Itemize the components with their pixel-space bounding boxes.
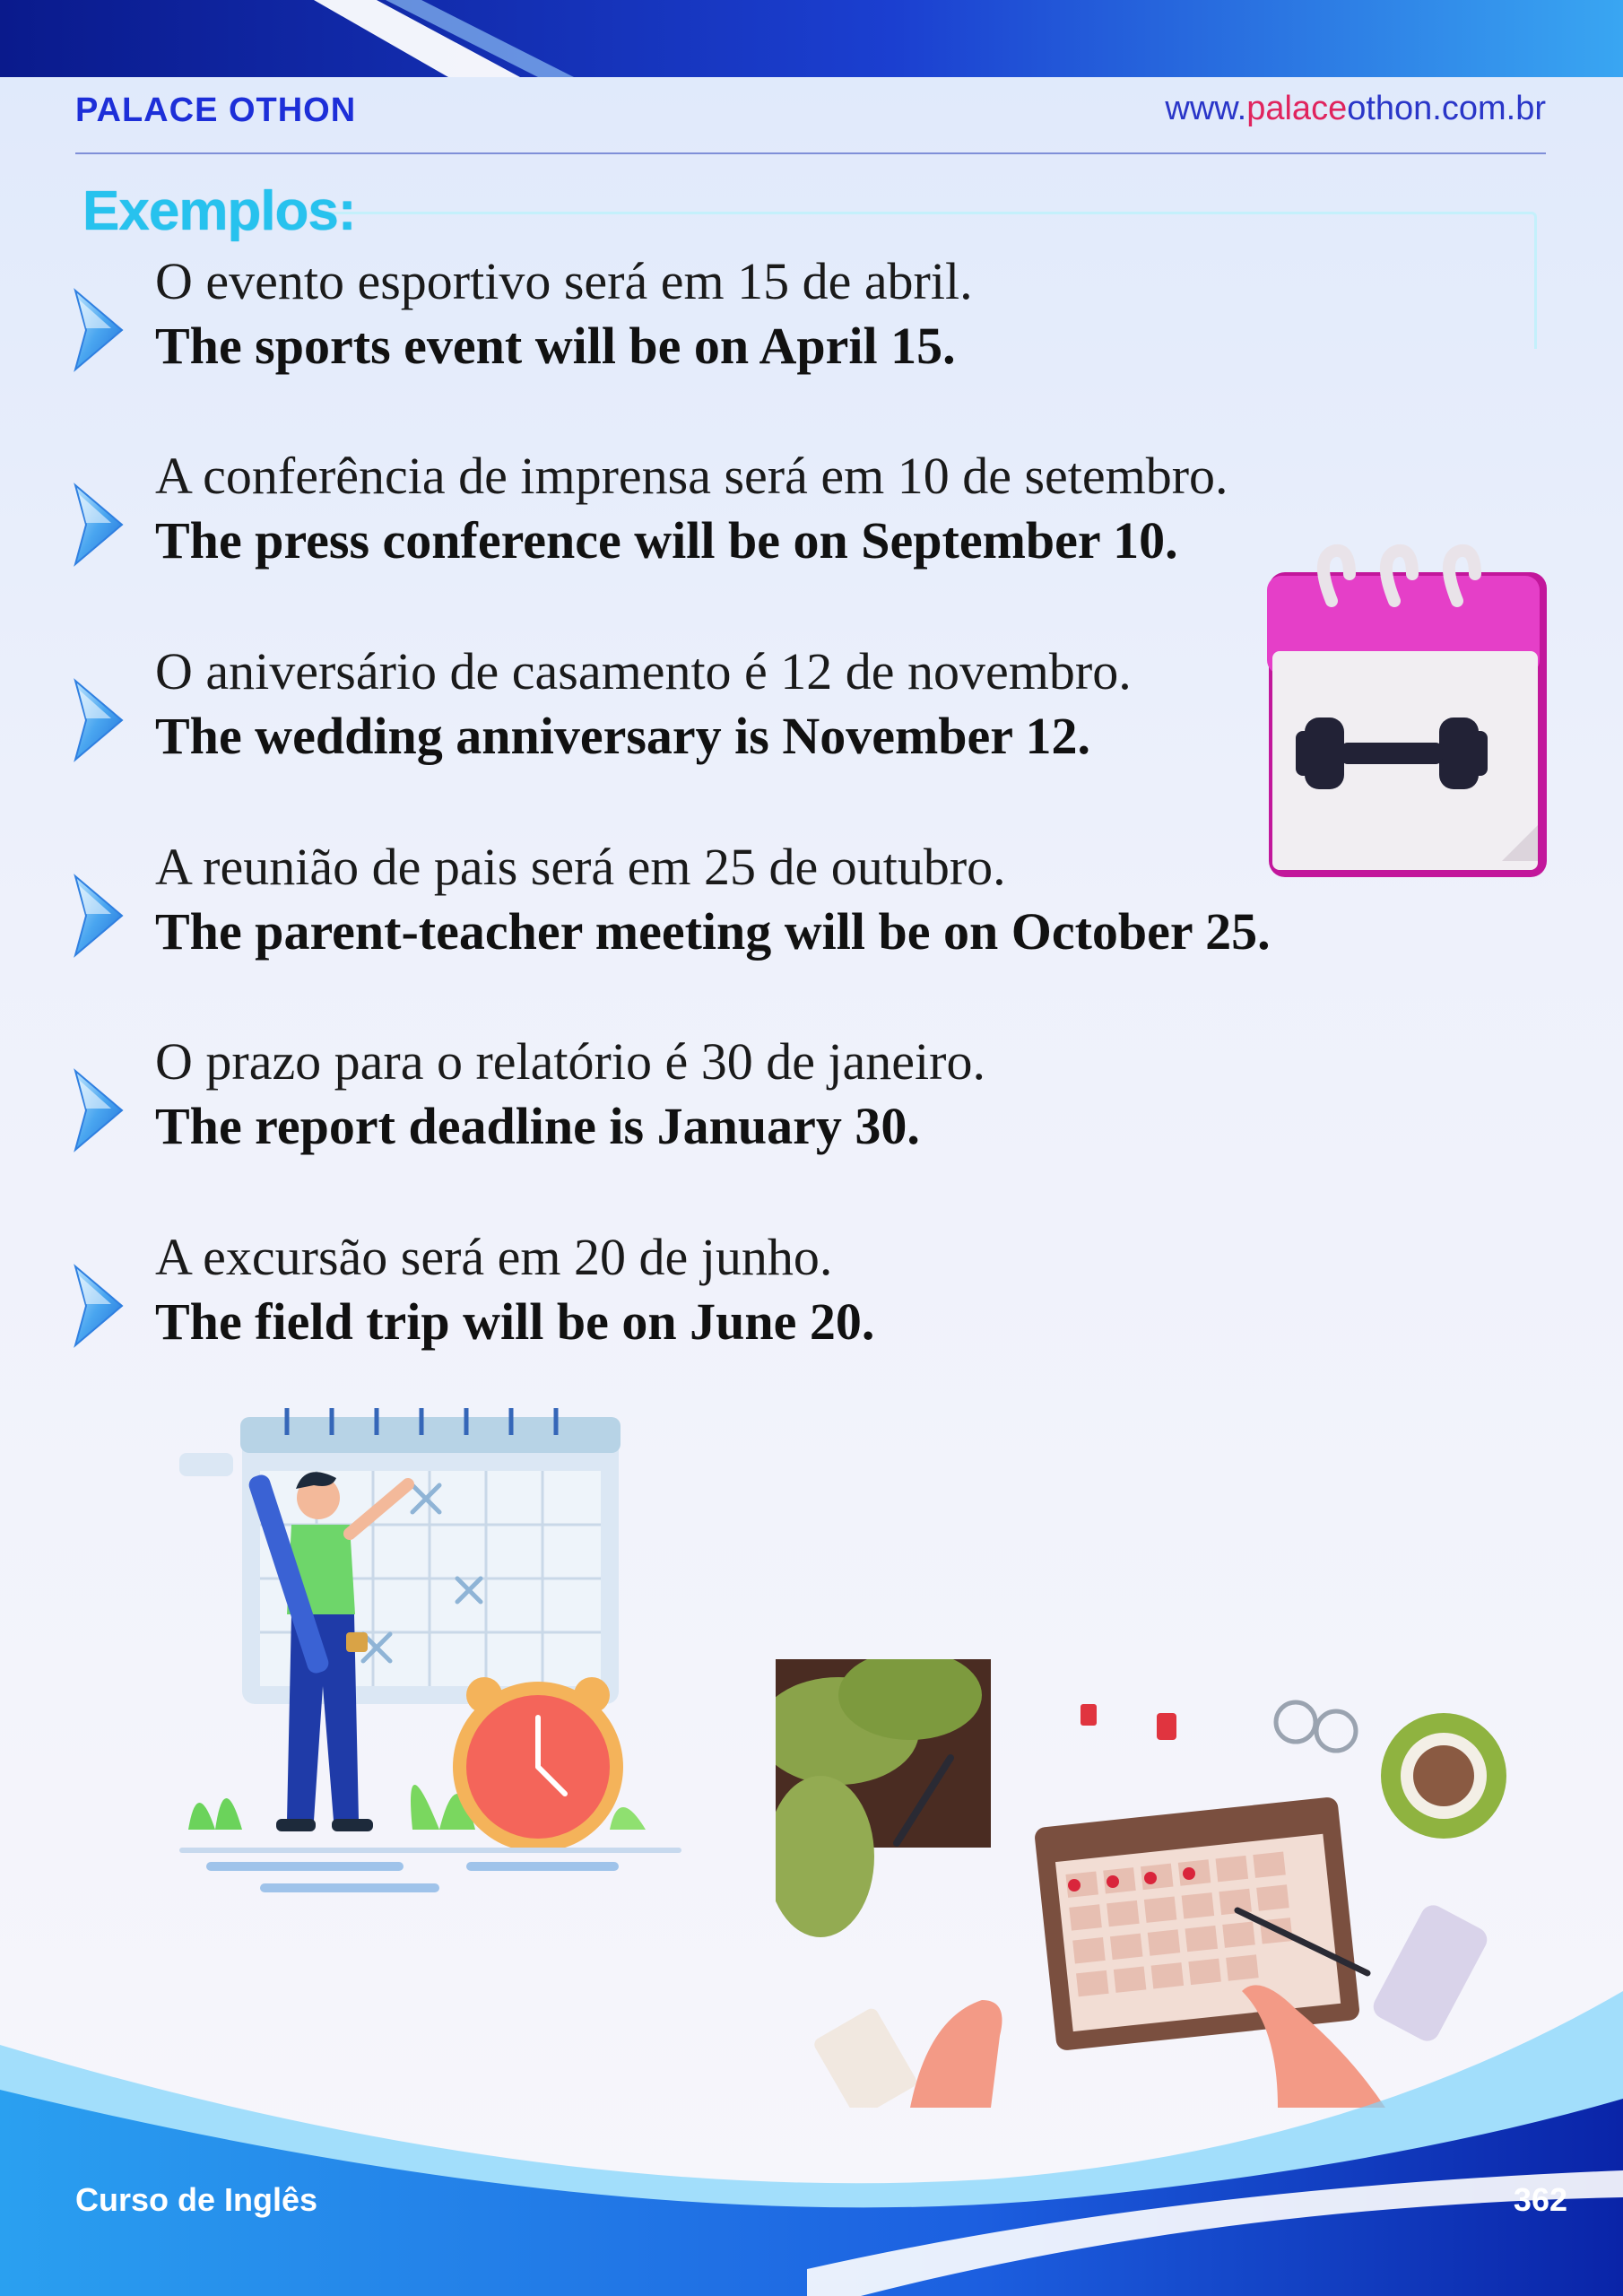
english-sentence: The parent-teacher meeting will be on October 25.: [155, 902, 1271, 961]
url-highlight: palace: [1246, 90, 1348, 127]
portuguese-sentence: A reunião de pais será em 25 de outubro.: [155, 838, 1006, 896]
brand-name: PALACE OTHON: [75, 91, 357, 129]
url-suffix: othon.com.br: [1347, 90, 1546, 127]
page-number: 362: [1513, 2181, 1567, 2218]
calendar-dumbbell-icon: [1260, 538, 1556, 888]
english-sentence: The report deadline is January 30.: [155, 1097, 920, 1155]
bullet-arrow-icon: [70, 287, 126, 373]
portuguese-sentence: O prazo para o relatório é 30 de janeiro.: [155, 1032, 985, 1091]
course-name: Curso de Inglês: [75, 2181, 318, 2218]
portuguese-sentence: O evento esportivo será em 15 de abril.: [155, 252, 973, 310]
portuguese-sentence: A conferência de imprensa será em 10 de setembro.: [155, 447, 1228, 505]
english-sentence: The wedding anniversary is November 12.: [155, 707, 1090, 765]
english-sentence: The field trip will be on June 20.: [155, 1292, 875, 1351]
url-prefix: www.: [1165, 90, 1247, 127]
bullet-arrow-icon: [70, 1067, 126, 1153]
english-sentence: The press conference will be on September 10.: [155, 511, 1178, 570]
bullet-arrow-icon: [70, 677, 126, 763]
bullet-arrow-icon: [70, 873, 126, 959]
header-divider: [75, 152, 1546, 154]
person-calendar-clock-illustration: [170, 1399, 690, 1901]
english-sentence: The sports event will be on April 15.: [155, 317, 956, 375]
website-url[interactable]: [1165, 90, 1546, 128]
section-title: Exemplos:: [82, 180, 356, 242]
portuguese-sentence: A excursão será em 20 de junho.: [155, 1228, 833, 1286]
bullet-arrow-icon: [70, 482, 126, 568]
top-banner: [0, 0, 1623, 77]
bullet-arrow-icon: [70, 1263, 126, 1349]
portuguese-sentence: O aniversário de casamento é 12 de novembro.: [155, 642, 1132, 700]
footer-wave: [0, 1973, 1623, 2296]
